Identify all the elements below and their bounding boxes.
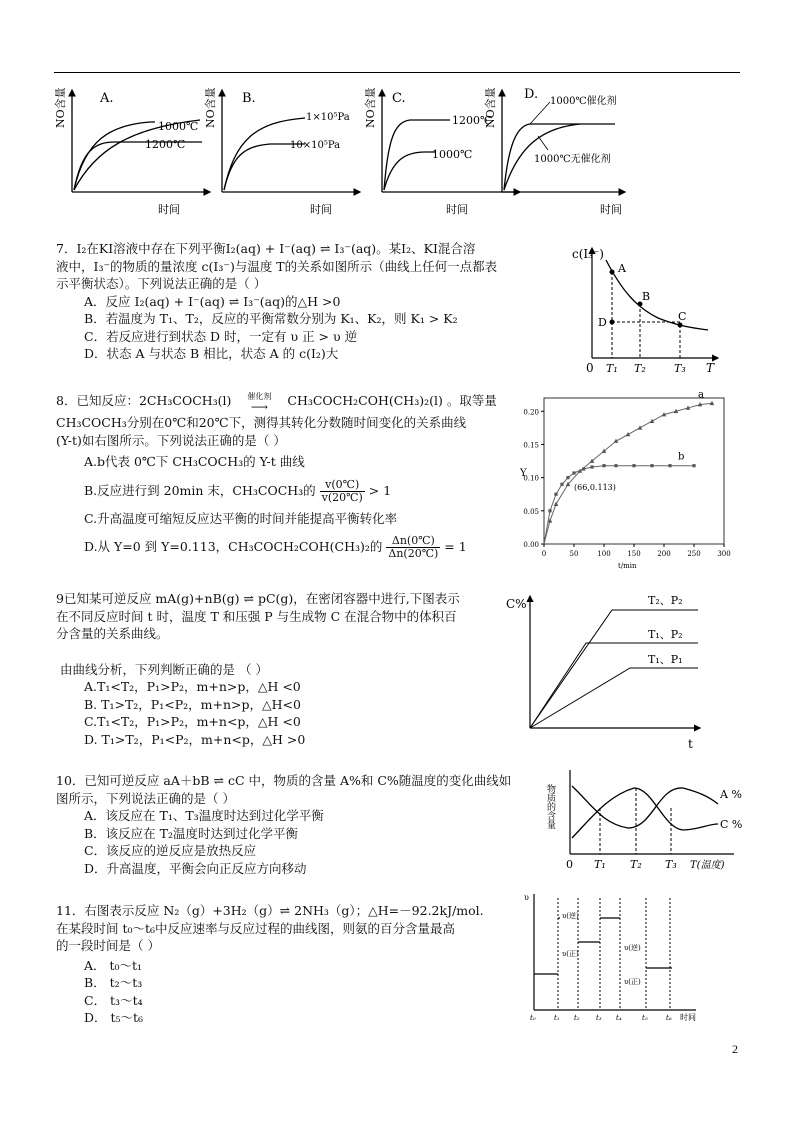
svg-text:C: C	[678, 310, 687, 323]
svg-text:NO含量: NO含量	[364, 87, 377, 128]
data-point-b	[668, 464, 671, 467]
series-line-a	[544, 403, 712, 544]
svg-text:T₁: T₁	[594, 858, 606, 871]
data-point-b	[692, 464, 695, 467]
question-text: 示平衡状态）。下列说法正确的是（ ）	[56, 276, 267, 291]
svg-text:t₆: t₆	[666, 1014, 672, 1022]
x-label: 时间	[158, 203, 180, 216]
svg-text:t₀: t₀	[530, 1014, 536, 1022]
panel-a	[53, 87, 210, 216]
svg-text:υ: υ	[524, 893, 529, 902]
x-tick-label: 150	[627, 550, 641, 558]
option-a: A．反应 I₂(aq) + I⁻(aq) ⇌ I₃⁻(aq)的△H >0	[84, 293, 341, 309]
svg-text:t₁: t₁	[554, 1014, 560, 1022]
y-tick-label: 0.05	[523, 507, 539, 516]
svg-text:υ(逆): υ(逆)	[624, 944, 641, 952]
x-tick-label: 250	[687, 550, 701, 558]
svg-text:υ(正): υ(正)	[624, 978, 641, 986]
svg-text:时间: 时间	[310, 203, 332, 216]
option-c: C． t₃～t₄	[84, 992, 143, 1008]
question-text: 在某段时间 t₀～t₆中反应速率与反应过程的曲线图，则氨的百分含量最高	[56, 920, 456, 936]
svg-text:t₄: t₄	[616, 1014, 622, 1022]
question-text: 图所示，下列说法正确的是（ ）	[56, 790, 235, 806]
question-8	[56, 392, 497, 560]
svg-text:t: t	[688, 737, 693, 751]
option-c: C.T₁<T₂，P₁>P₂，m+n<p，△H <0	[84, 714, 301, 729]
data-point-b	[560, 483, 563, 486]
svg-text:c(I₃⁻): c(I₃⁻)	[572, 247, 604, 261]
header-rule	[54, 72, 740, 73]
data-point-b	[554, 493, 557, 496]
q9-chart	[500, 588, 720, 756]
question-7	[56, 240, 497, 363]
svg-text:T₂: T₂	[634, 362, 646, 375]
x-tick-label: 0	[541, 550, 547, 558]
question-text: 分含量的关系曲线。	[56, 626, 169, 641]
series-label-a: a	[698, 389, 704, 401]
svg-text:1×10⁵Pa: 1×10⁵Pa	[306, 112, 350, 123]
x-tick-label: 200	[657, 550, 671, 558]
question-text: 11．右图表示反应 N₂（g）+3H₂（g）⇌ 2NH₃（g）；△H=－92.2kJ/mol.	[56, 903, 484, 918]
svg-text:1000℃无催化剂: 1000℃无催化剂	[534, 154, 611, 165]
q11-chart	[522, 888, 712, 1028]
data-point-b	[572, 471, 575, 474]
svg-text:T₃: T₃	[665, 858, 677, 871]
y-axis-label: Y	[520, 468, 527, 479]
svg-text:t₃: t₃	[596, 1014, 602, 1022]
question-10	[56, 772, 511, 877]
svg-text:C.: C.	[392, 91, 406, 106]
svg-text:A: A	[618, 262, 626, 275]
svg-text:C %: C %	[720, 818, 743, 831]
question-text: 的一段时间是（ ）	[56, 938, 160, 953]
data-point-b	[632, 464, 635, 467]
svg-text:NO含量: NO含量	[484, 87, 497, 128]
x-tick-label: 50	[569, 550, 579, 558]
option-a: A．该反应在 T₁、T₃温度时达到过化学平衡	[84, 808, 324, 823]
svg-text:T₃: T₃	[674, 362, 686, 375]
option-a: A． t₀～t₁	[84, 957, 143, 973]
svg-text:时间: 时间	[446, 203, 468, 216]
svg-text:0: 0	[586, 361, 594, 375]
svg-text:1000℃: 1000℃	[158, 120, 199, 133]
option-b: B. T₁>T₂，P₁<P₂，m+n>p，△H<0	[84, 696, 301, 712]
svg-text:T₁、P₂: T₁、P₂	[648, 628, 683, 641]
question-text: 10．已知可逆反应 aA＋bB ⇌ cC 中，物质的含量 A%和 C%随温度的变化曲线如	[56, 773, 512, 788]
option-b: B.反应进行到 20min 末，CH₃COCH₃的 $\frac{v(0℃)}{v(20℃)}$ > 1	[84, 477, 392, 504]
option-d: D． t₅～t₆	[84, 1010, 144, 1025]
y-label: NO含量	[54, 87, 67, 128]
svg-text:物质的含量: 物质的含量	[545, 784, 555, 829]
plot-frame	[544, 398, 724, 544]
option-d: D.从 Y=0 到 Y=0.113，CH₃COCH₂COH(CH₃)₂的 $\frac{\Delta n(0℃)}{\Delta n(20℃)}$ = 1	[84, 534, 467, 560]
option-a: A.T₁<T₂，P₁>P₂，m+n>p，△H <0	[84, 679, 301, 694]
panel-b	[203, 87, 360, 216]
data-point-b	[566, 476, 569, 479]
question-11	[56, 902, 484, 1027]
svg-text:B: B	[642, 290, 651, 303]
svg-text:1200℃: 1200℃	[452, 114, 493, 127]
data-point-b	[582, 467, 585, 470]
svg-text:1200℃: 1200℃	[145, 138, 186, 151]
question-text: 7．I₂在KI溶液中存在下列平衡I₂(aq) + I⁻(aq) ⇌ I₃⁻(aq)。某I₂、KI混合溶	[56, 241, 476, 256]
question-stem: 由曲线分析，下列判断正确的是 （ ）	[60, 661, 268, 677]
y-tick-label: 0.10	[523, 474, 539, 483]
svg-text:T₂、P₂: T₂、P₂	[648, 594, 683, 607]
question-text: (Y-t)如右图所示。下列说法正确的是（ ）	[56, 432, 286, 448]
panel-letter: A.	[100, 91, 114, 106]
svg-text:t₅: t₅	[642, 1014, 648, 1022]
reaction-arrow: 催化剂 ⟶	[247, 392, 272, 414]
question-text: 液中，I₃⁻的物质的量浓度 c(I₃⁻)与温度 T的关系如图所示（曲线上任何一点都表	[56, 258, 498, 274]
svg-text:1000℃催化剂: 1000℃催化剂	[550, 96, 617, 107]
data-point-b	[548, 509, 551, 512]
svg-text:10×10⁵Pa: 10×10⁵Pa	[290, 140, 341, 151]
option-c: C．该反应的逆反应是放热反应	[84, 843, 257, 858]
y-tick-label: 0.20	[523, 408, 539, 417]
page-number: 2	[732, 1042, 738, 1056]
question-text: CH₃COCH₃分别在0℃和20℃下，测得其转化分数随时间变化的关系曲线	[56, 415, 467, 430]
question-text: 在不同反应时间 t 时，温度 T 和压强 P 与生成物 C 在混合物中的体积百	[56, 608, 457, 624]
svg-text:T₁、P₁: T₁、P₁	[648, 653, 683, 666]
option-a: A.b代表 0℃下 CH₃COCH₃的 Y-t 曲线	[84, 454, 305, 469]
y-t-chart	[508, 390, 740, 570]
series-label-b: b	[678, 451, 685, 463]
y-tick-label: 0.15	[523, 441, 539, 450]
no-content-figures	[54, 80, 630, 220]
option-b: B．该反应在 T₂温度时达到过化学平衡	[84, 825, 299, 841]
y-tick-label: 0.00	[523, 541, 539, 549]
chart-annotation: (66,0.113)	[574, 483, 616, 492]
svg-text:D.: D.	[524, 87, 539, 102]
option-b: B． t₂～t₃	[84, 975, 143, 990]
svg-text:时间: 时间	[680, 1013, 696, 1022]
data-point-b	[602, 464, 605, 467]
question-text: 9已知某可逆反应 mA(g)+nB(g) ⇌ pC(g)，在密闭容器中进行,下图表示	[56, 591, 460, 606]
svg-text:1000℃: 1000℃	[432, 148, 473, 161]
svg-text:T₁: T₁	[606, 362, 618, 375]
option-d: D．升高温度，平衡会向正反应方向移动	[84, 860, 307, 876]
q7-chart	[568, 238, 728, 378]
data-point-a	[710, 401, 715, 405]
svg-text:T: T	[706, 361, 715, 375]
question-text: 8．已知反应：2CH₃COCH₃(l) 催化剂 ⟶ CH₃COCH₂COH(CH₃)₂(l) 。取等量	[56, 392, 497, 414]
option-b: B．若温度为 T₁、T₂，反应的平衡常数分别为 K₁、K₂，则 K₁ > K₂	[84, 311, 458, 326]
q10-chart	[545, 766, 744, 878]
svg-text:T₂: T₂	[630, 858, 642, 871]
svg-text:B.: B.	[242, 91, 256, 106]
panel-d	[483, 87, 625, 216]
option-c: C．若反应进行到状态 D 时，一定有 υ 正 > υ 逆	[84, 328, 358, 344]
option-d: D. T₁>T₂，P₁<P₂，m+n<p，△H >0	[84, 731, 306, 747]
svg-text:D: D	[598, 316, 607, 329]
option-d: D．状态 A 与状态 B 相比，状态 A 的 c(I₂)大	[84, 346, 339, 361]
x-tick-label: 100	[597, 550, 611, 558]
svg-text:υ(正): υ(正)	[562, 950, 579, 958]
svg-text:0: 0	[566, 858, 573, 871]
svg-text:t₂: t₂	[574, 1014, 580, 1022]
x-tick-label: 300	[717, 550, 731, 558]
svg-text:υ(逆): υ(逆)	[562, 912, 579, 920]
svg-text:T(温度): T(温度)	[690, 860, 725, 871]
question-9	[56, 590, 460, 748]
svg-text:C%: C%	[506, 597, 527, 611]
x-axis-label: t/min	[618, 562, 637, 570]
data-point-b	[614, 464, 617, 467]
svg-text:时间: 时间	[600, 203, 622, 216]
data-point-b	[590, 465, 593, 468]
svg-text:A %: A %	[720, 788, 742, 801]
svg-text:NO含量: NO含量	[204, 87, 217, 128]
data-point-b	[650, 464, 653, 467]
option-c: C.升高温度可缩短反应达平衡的时间并能提高平衡转化率	[84, 510, 398, 526]
